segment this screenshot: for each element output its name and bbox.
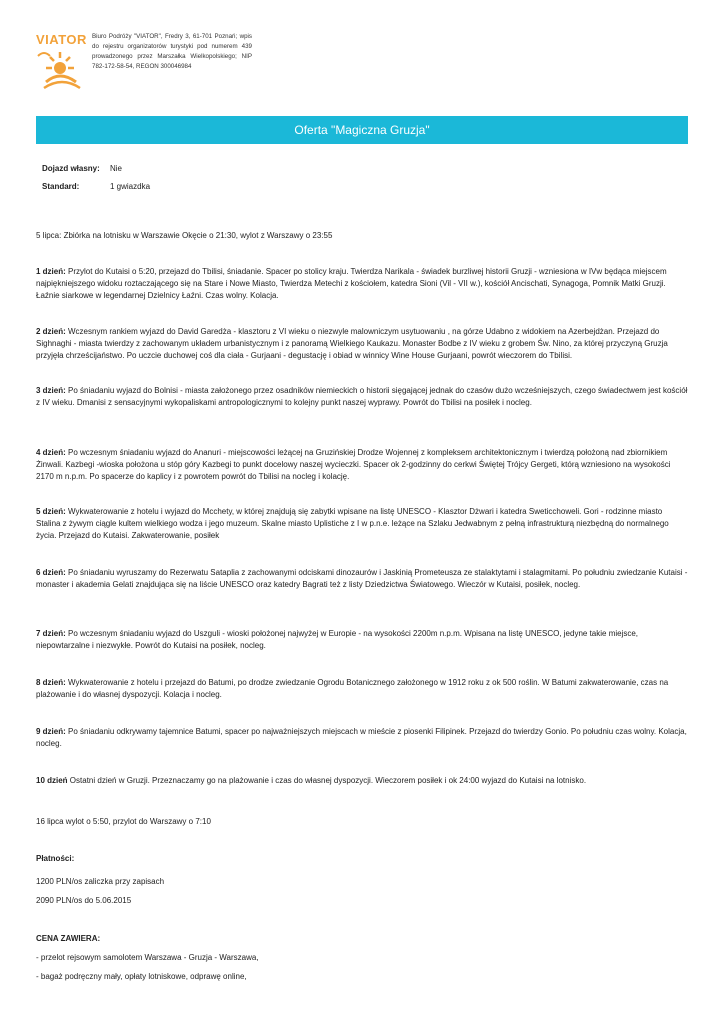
- day-label: 2 dzień:: [36, 327, 66, 336]
- day-9: [36, 726, 688, 750]
- day-text: Wykwaterowanie z hotelu i przejazd do Batumi, po drodze zwiedzanie Ogrodu Botanicznego założonego w 1912 roku z ok 500 roślin. W Batumi zakwaterowanie, czas na plażowanie i do własnej dyspozycji. Kolacja i nocleg.: [36, 678, 669, 699]
- standard-label: Standard:: [42, 182, 80, 191]
- day-text: Po wczesnym śniadaniu wyjazd do Ananuri - miejscowości leżącej na Gruzińskiej Drodze Wojennej z kompleksem architektonicznym i twierdzą położoną nad zbiornikiem Żinwali. Kazbegi -wioska położona u stóp góry Kazbegi to punkt docelowy naszej wycieczki. Spacer ok 2-godzinny do cerkwi Świętej Trójcy Gergeti, którą wzniesiono na wysokości 2170 m n.p.m. Po spacerze do kaplicy i z powrotem powrót do Tbilisi na nocleg i kolację.: [36, 448, 671, 481]
- transport-value: Nie: [110, 164, 123, 173]
- transport-label: Dojazd własny:: [42, 164, 100, 173]
- sun-logo-icon: [36, 30, 88, 92]
- includes-item: - przelot rejsowym samolotem Warszawa - Gruzja - Warszawa,: [36, 953, 259, 962]
- day-text: Po wczesnym śniadaniu wyjazd do Uszguli - wioski położonej najwyżej w Europie - na wysokości 2200m n.p.m. Wpisana na listę UNESCO, jedyne takie miejsce, niepowtarzalne i niezwykłe. Powrót do Kutaisi na posiłek, nocleg.: [36, 629, 639, 650]
- day-text: Po śniadaniu wyjazd do Bolnisi - miasta założonego przez osadników niemieckich o historii sięgającej jednak do czasów dużo wcześniejszych, czego świadectwem jest kościół z IV wieku. Dmanisi z sensacyjnymi wykopaliskami antropologicznymi to kolejny punkt naszej wyprawy. Powrót do Tbilisi na posiłek i nocleg.: [36, 386, 688, 407]
- day-1: [36, 266, 688, 302]
- day-2: [36, 326, 688, 362]
- day-4: [36, 447, 688, 483]
- day-text: Po śniadaniu odkrywamy tajemnice Batumi, spacer po najważniejszych miejscach w mieście z piosenki Filipinek. Przejazd do twierdzy Gonio. Po południu czas wolny. Kolacja, nocleg.: [36, 727, 687, 748]
- payment-item: 2090 PLN/os do 5.06.2015: [36, 896, 132, 905]
- logo-text: VIATOR: [36, 32, 87, 47]
- includes-item: - bagaż podręczny mały, opłaty lotniskowe, odprawę online,: [36, 972, 247, 981]
- day-label: 4 dzień:: [36, 448, 66, 457]
- company-info: Biuro Podróży "VIATOR", Fredry 3, 61-701 Poznań; wpis do rejestru organizatorów turystyki pod numerem 439 prowadzonego przez Marszałka Wielkopolskiego; NIP 782-172-58-54, REGON 300046984: [92, 33, 252, 70]
- day-3: [36, 385, 688, 409]
- payment-item: 1200 PLN/os zaliczka przy zapisach: [36, 877, 165, 886]
- transport-row: [42, 163, 150, 181]
- day-6: [36, 567, 688, 591]
- day-text: Przylot do Kutaisi o 5:20, przejazd do Tbilisi, śniadanie. Spacer po stolicy kraju. Twierdza Narikala - świadek burzliwej historii Gruzji - wzniesiona w IVw będąca miejscem najpiękniejszego widoku roztaczającego się na Stare i Nowe Miasto, Twierdza Metechi z kościołem, katedra Sioni (Vil - VII w.), kościół Ancischati, Synagoga, Pomnik Matki Gruzji. Łaźnie siarkowe w legendarnej Dzielnicy Łaźni. Czas wolny. Kolacja.: [36, 267, 667, 300]
- day-5: [36, 506, 688, 542]
- day-label: 5 dzień:: [36, 507, 66, 516]
- day-8: [36, 677, 688, 701]
- day-text: Ostatni dzień w Gruzji. Przeznaczamy go na plażowanie i czas do własnej dyspozycji. Wieczorem posiłek i ok 24:00 wyjazd do Kutaisi na lotnisko.: [67, 776, 587, 785]
- day-label: 8 dzień:: [36, 678, 66, 687]
- offer-meta: [42, 163, 150, 199]
- company-header: [36, 30, 252, 100]
- day-label: 6 dzień:: [36, 568, 66, 577]
- day-label: 3 dzień:: [36, 386, 66, 395]
- day-label: 10 dzień: [36, 776, 68, 785]
- payments-heading: Płatności:: [36, 854, 75, 863]
- day-7: [36, 628, 688, 652]
- day-label: 9 dzień:: [36, 727, 66, 736]
- includes-heading: CENA ZAWIERA:: [36, 934, 101, 943]
- day-label: 7 dzień:: [36, 629, 66, 638]
- day-label: 1 dzień:: [36, 267, 66, 276]
- day-text: Wczesnym rankiem wyjazd do David Garedża - klasztoru z VI wieku o niezwyle malowniczym usytuowaniu , na górze Udabno z widokiem na Azerbejdżan. Przejazd do Sighnaghi - miasta twierdzy z zachowanym układem urbanistycznym i z panoramą Wielkiego Kaukazu. Monaster Bodbe z IV wieku z grobem Św. Nino, za której przyczyną Gruzja przyjęła chrześcijaństwo. Po uczcie duchowej coś dla ciała - Gurjaani - degustację i obiad w winnicy Wine House Gurjaani, powrót wieczorem do Tbilisi.: [36, 327, 668, 360]
- standard-row: [42, 181, 150, 199]
- day-10: [36, 775, 688, 787]
- day-text: Wykwaterowanie z hotelu i wyjazd do Mcchety, w której znajdują się zabytki wpisane na listę UNESCO - Klasztor Dżwari i katedra Sweticchoweli. Gori - rodzinne miasto Stalina z żywym ciągle kultem wielkiego wodza i jego muzeum. Skalne miasto Uplistiche z I w p.n.e. leżące na Szlaku Jedwabnym z pełną infrastrukturą niezbędną do normalnego życia. Przejazd do Kutaisi. Zakwaterowanie, posiłek: [36, 507, 669, 540]
- intro-line: 5 lipca: Zbiórka na lotnisku w Warszawie Okęcie o 21:30, wylot z Warszawy o 23:55: [36, 231, 333, 240]
- viator-logo: [36, 30, 88, 92]
- return-line: 16 lipca wylot o 5:50, przylot do Warszawy o 7:10: [36, 817, 211, 826]
- offer-title-banner: Oferta "Magiczna Gruzja": [36, 116, 688, 144]
- standard-value: 1 gwiazdka: [110, 182, 151, 191]
- day-text: Po śniadaniu wyruszamy do Rezerwatu Sataplia z zachowanymi odciskami dinozaurów i Jaskinią Prometeusza ze stalaktytami i stalagmitami. Po południu zwiedzanie Kutaisi - monaster i akademia Gelati znajdująca się na liście UNESCO oraz katedry Bagrati też z listy Dziedzictwa Światowego. Wieczór w Kutaisi, posiłek, nocleg.: [36, 568, 688, 589]
